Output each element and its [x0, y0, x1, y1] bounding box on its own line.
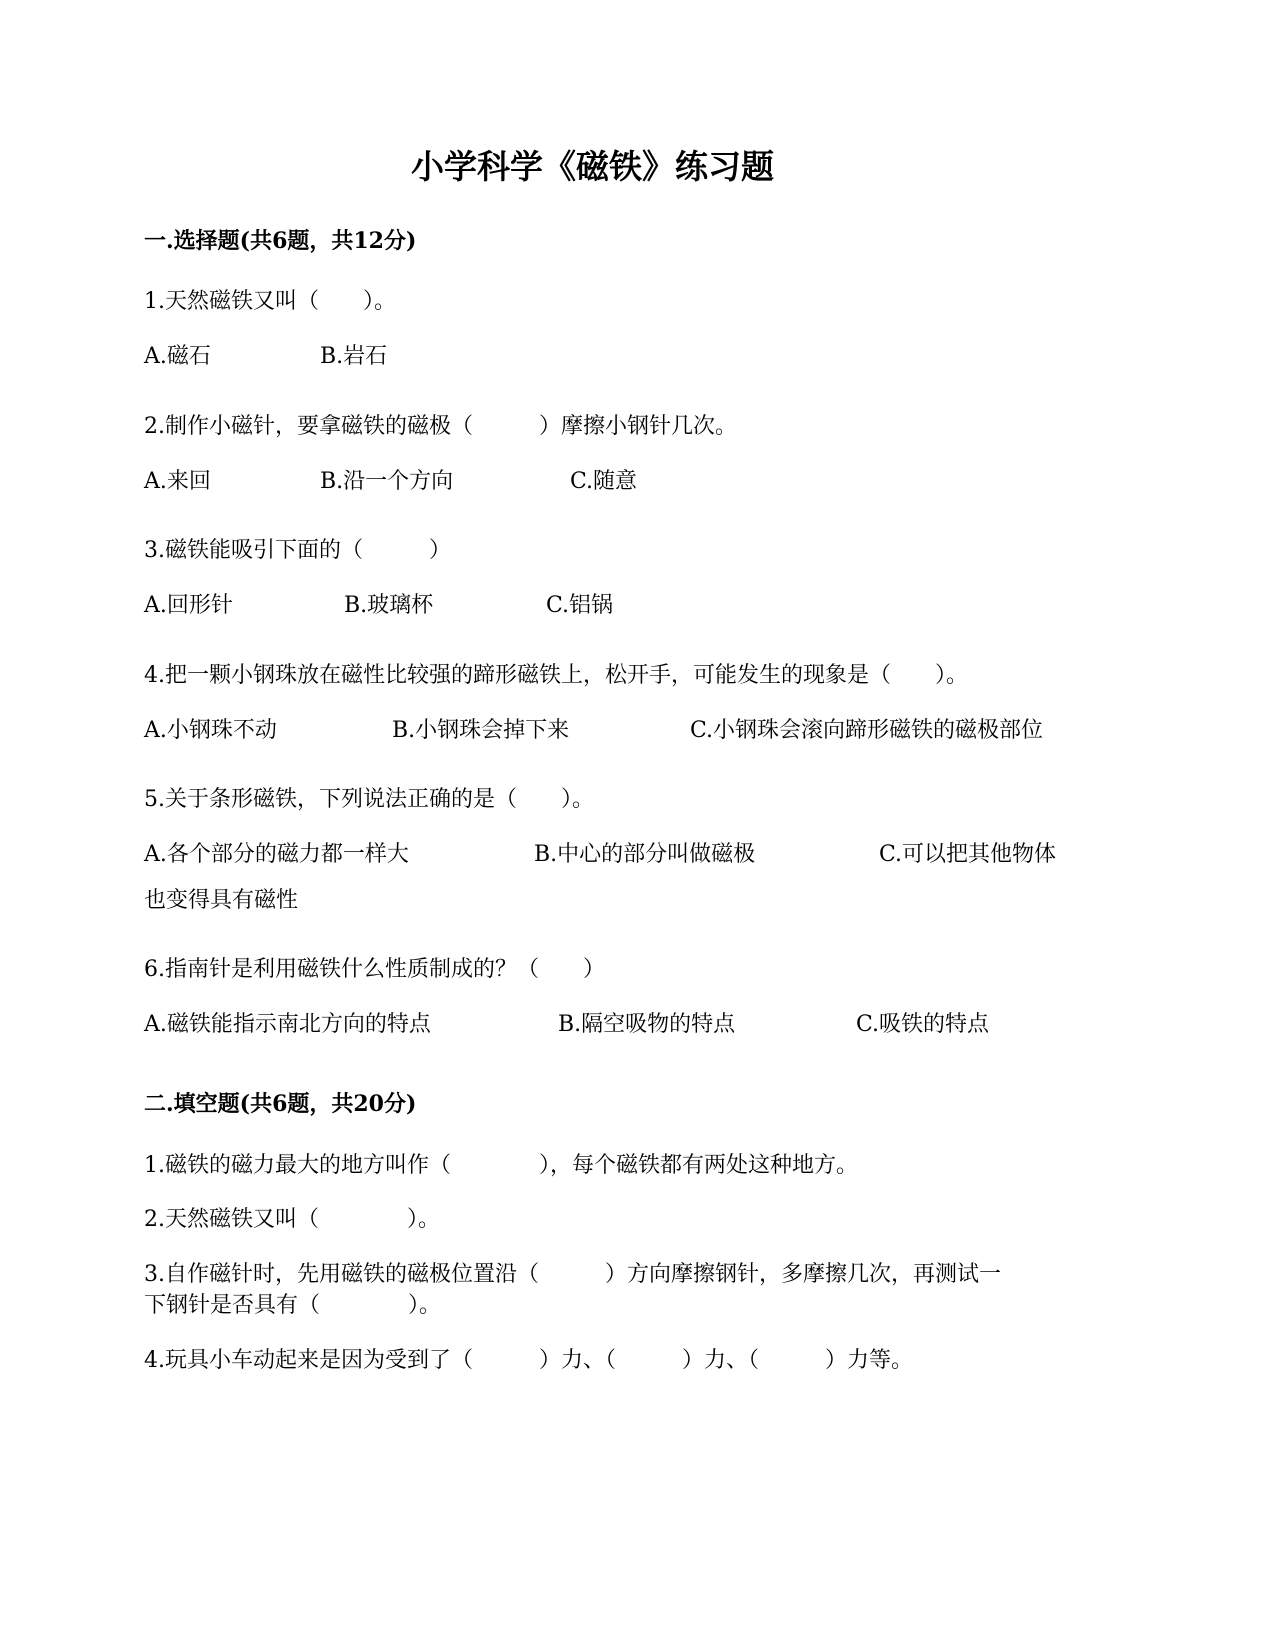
section-heading-choice: 一.选择题(共6题，共12分): [144, 228, 417, 254]
choice-question-3: 3.磁铁能吸引下面的（ ）: [144, 538, 451, 563]
choice-q1-option-a: A.磁石: [144, 344, 211, 369]
choice-q1-option-b: B.岩石: [320, 344, 388, 369]
page-title: 小学科学《磁铁》练习题: [411, 147, 774, 186]
fill-question-3: 3.自作磁针时，先用磁铁的磁极位置沿（ ）方向摩擦钢针，多摩擦几次，再测试一: [144, 1262, 1001, 1287]
choice-q4-option-c: C.小钢珠会滚向蹄形磁铁的磁极部位: [690, 718, 1044, 743]
choice-q3-option-c: C.铝锅: [546, 593, 614, 618]
fill-question-4: 4.玩具小车动起来是因为受到了（ ）力、（ ）力、（ ）力等。: [144, 1348, 913, 1373]
choice-question-5: 5.关于条形磁铁，下列说法正确的是（ ）。: [144, 787, 594, 812]
choice-question-2: 2.制作小磁针，要拿磁铁的磁极（ ）摩擦小钢针几次。: [144, 414, 737, 439]
choice-q5-option-a: A.各个部分的磁力都一样大: [144, 842, 409, 867]
choice-q6-option-a: A.磁铁能指示南北方向的特点: [144, 1012, 431, 1037]
choice-q3-option-a: A.回形针: [144, 593, 233, 618]
choice-question-4: 4.把一颗小钢珠放在磁性比较强的蹄形磁铁上，松开手，可能发生的现象是（ ）。: [144, 663, 968, 688]
choice-q2-option-a: A.来回: [144, 469, 211, 494]
choice-question-6: 6.指南针是利用磁铁什么性质制成的？（ ）: [144, 957, 605, 982]
fill-question-1: 1.磁铁的磁力最大的地方叫作（ ），每个磁铁都有两处这种地方。: [144, 1153, 858, 1178]
choice-q4-option-a: A.小钢珠不动: [144, 718, 277, 743]
choice-q6-option-b: B.隔空吸物的特点: [558, 1012, 736, 1037]
fill-question-3-continuation: 下钢针是否具有（ ）。: [144, 1293, 442, 1318]
section-heading-fill: 二.填空题(共6题，共20分): [144, 1091, 417, 1117]
choice-q4-option-b: B.小钢珠会掉下来: [392, 718, 570, 743]
choice-q3-option-b: B.玻璃杯: [344, 593, 434, 618]
choice-q6-option-c: C.吸铁的特点: [856, 1012, 990, 1037]
choice-q5-option-c: C.可以把其他物体: [879, 842, 1057, 867]
fill-question-2: 2.天然磁铁又叫（ ）。: [144, 1207, 440, 1232]
choice-q5-option-c-continuation: 也变得具有磁性: [144, 888, 299, 913]
choice-q2-option-b: B.沿一个方向: [320, 469, 454, 494]
choice-q2-option-c: C.随意: [570, 469, 638, 494]
choice-question-1: 1.天然磁铁又叫（ ）。: [144, 289, 396, 314]
choice-q5-option-b: B.中心的部分叫做磁极: [534, 842, 756, 867]
